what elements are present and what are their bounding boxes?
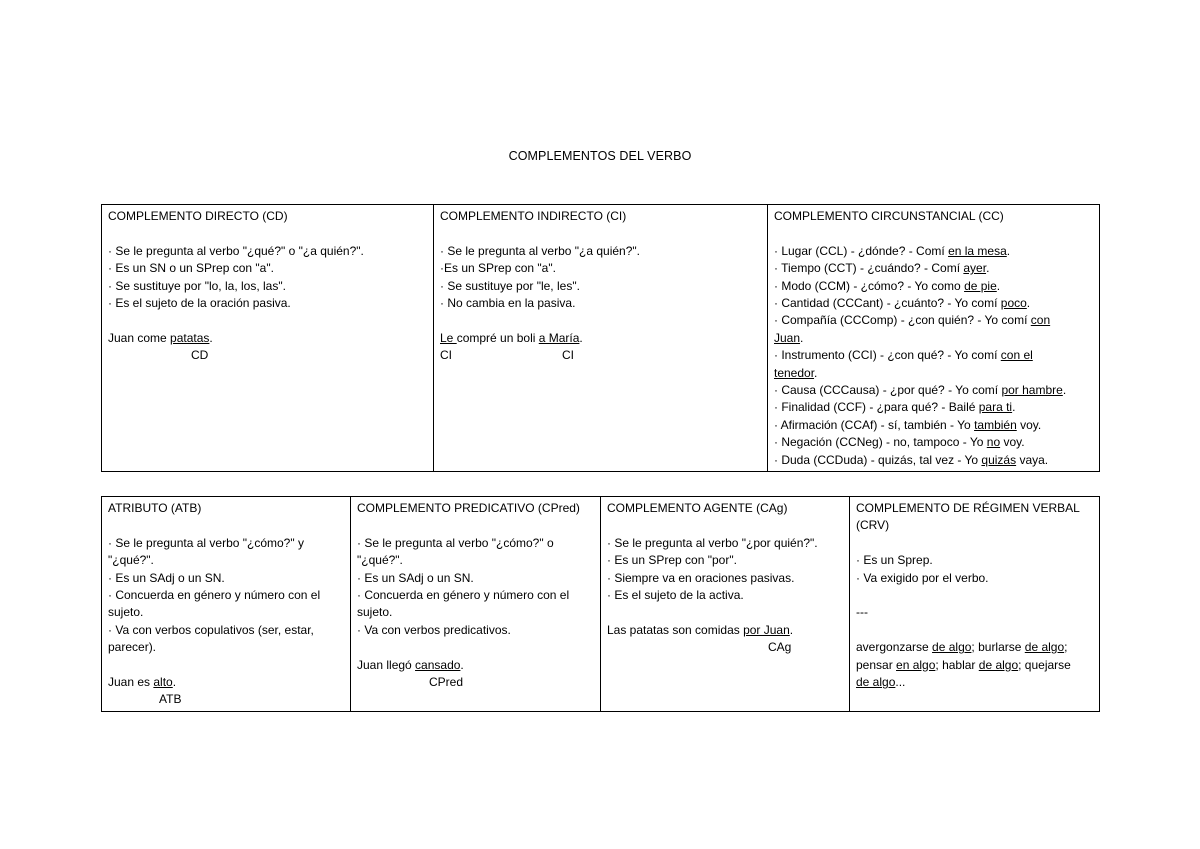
bullet-item: · Siempre va en oraciones pasivas.	[607, 570, 795, 585]
cc-item-duda: · Duda (CCDuda) - quizás, tal vez - Yo quizás vaya.	[774, 452, 1049, 467]
bullet-item: · Se le pregunta al verbo "¿qué?" o "¿a quién?".	[108, 243, 364, 258]
cc-item-cantidad: · Cantidad (CCCant) - ¿cuánto? - Yo comí poco.	[774, 296, 1031, 311]
separator-text: ---	[856, 605, 868, 620]
cc-item-instrumento-cont: tenedor.	[774, 365, 818, 380]
cc-item-lugar: · Lugar (CCL) - ¿dónde? - Comí en la mesa.	[774, 243, 1011, 258]
cc-item-compania: · Compañía (CCComp) - ¿con quién? - Yo comí con	[774, 313, 1051, 328]
example-tag: CI	[562, 348, 574, 363]
cc-item-negacion: · Negación (CCNeg) - no, tampoco - Yo no voy.	[774, 435, 1025, 450]
bullet-item: · Es un SAdj o un SN.	[108, 570, 225, 585]
example-sentence: Juan es alto.	[108, 675, 177, 690]
bullet-item: "¿qué?".	[108, 553, 154, 568]
crv-examples: avergonzarse de algo; burlarse de algo;	[856, 640, 1068, 655]
bullet-item: sujeto.	[357, 605, 393, 620]
cc-item-modo: · Modo (CCM) - ¿cómo? - Yo como de pie.	[774, 278, 1001, 293]
bullet-item: · Concuerda en género y número con el	[108, 588, 321, 603]
bullet-item: · Es un SN o un SPrep con "a".	[108, 261, 274, 276]
cc-item-tiempo: · Tiempo (CCT) - ¿cuándo? - Comí ayer.	[774, 261, 990, 276]
bullet-item: · Se le pregunta al verbo "¿por quién?".	[607, 535, 818, 550]
cc-item-causa: · Causa (CCCausa) - ¿por qué? - Yo comí por hambre.	[774, 383, 1067, 398]
bullet-item: · Se sustituye por "le, les".	[440, 278, 580, 293]
bullet-item: · Va con verbos copulativos (ser, estar,	[108, 622, 314, 637]
cc-item-finalidad: · Finalidad (CCF) - ¿para qué? - Bailé para ti.	[774, 400, 1016, 415]
example-tag: CPred	[429, 675, 464, 690]
cell-heading: COMPLEMENTO DE RÉGIMEN VERBAL	[856, 501, 1080, 515]
example-sentence: Juan come patatas.	[108, 330, 213, 345]
example-tag: ATB	[159, 692, 182, 707]
example-sentence: Le compré un boli a María.	[440, 330, 583, 345]
bullet-item: ·Es un SPrep con "a".	[440, 261, 556, 276]
bullet-item: · Se le pregunta al verbo "¿cómo?" o	[357, 535, 554, 550]
cell-heading-cont: (CRV)	[856, 518, 890, 533]
bullet-item: sujeto.	[108, 605, 144, 620]
bullet-item: · Va exigido por el verbo.	[856, 570, 989, 585]
cell-heading: COMPLEMENTO DIRECTO (CD)	[108, 209, 288, 223]
cell-heading: ATRIBUTO (ATB)	[108, 501, 202, 515]
bullet-item: · Concuerda en género y número con el	[357, 588, 570, 603]
cell-complemento-circunstancial	[768, 205, 1100, 472]
bullet-item: · No cambia en la pasiva.	[440, 296, 576, 311]
bullet-item: · Es un Sprep.	[856, 553, 933, 568]
cell-complemento-regimen-verbal	[850, 497, 1100, 712]
bullet-item: · Va con verbos predicativos.	[357, 622, 511, 637]
bullet-item: · Se sustituye por "lo, la, los, las".	[108, 278, 286, 293]
example-sentence: Las patatas son comidas por Juan.	[607, 622, 794, 637]
cc-item-compania-cont: Juan.	[774, 330, 804, 345]
cell-heading: COMPLEMENTO AGENTE (CAg)	[607, 501, 788, 515]
cell-complemento-indirecto	[434, 205, 768, 472]
cell-complemento-agente	[601, 497, 850, 712]
bullet-item: · Se le pregunta al verbo "¿cómo?" y	[108, 535, 304, 550]
bullet-item: parecer).	[108, 640, 157, 655]
example-tag: CD	[191, 348, 209, 363]
complements-table-1	[101, 204, 1100, 472]
bullet-item: · Se le pregunta al verbo "¿a quién?".	[440, 243, 640, 258]
complements-table-2	[101, 496, 1100, 712]
bullet-item: · Es un SPrep con "por".	[607, 553, 737, 568]
bullet-item: · Es un SAdj o un SN.	[357, 570, 474, 585]
example-tag: CAg	[768, 640, 792, 655]
cell-complemento-directo	[102, 205, 434, 472]
cell-heading: COMPLEMENTO INDIRECTO (CI)	[440, 209, 627, 223]
crv-examples: de algo...	[856, 675, 906, 690]
cc-item-afirmacion: · Afirmación (CCAf) - sí, también - Yo también voy.	[774, 417, 1042, 432]
bullet-item: "¿qué?".	[357, 553, 403, 568]
bullet-item: · Es el sujeto de la oración pasiva.	[108, 296, 291, 311]
bullet-item: · Es el sujeto de la activa.	[607, 588, 744, 603]
cc-item-instrumento: · Instrumento (CCI) - ¿con qué? - Yo comí con el	[774, 348, 1033, 363]
crv-examples: pensar en algo; hablar de algo; quejarse	[856, 657, 1071, 672]
cell-complemento-predicativo	[351, 497, 601, 712]
cell-heading: COMPLEMENTO PREDICATIVO (CPred)	[357, 501, 580, 515]
example-tags	[440, 347, 761, 364]
example-sentence: Juan llegó cansado.	[357, 657, 464, 672]
cell-heading: COMPLEMENTO CIRCUNSTANCIAL (CC)	[774, 209, 1004, 223]
document-title: COMPLEMENTOS DEL VERBO	[508, 149, 692, 163]
example-tag: CI	[440, 348, 452, 363]
cell-atributo	[102, 497, 351, 712]
